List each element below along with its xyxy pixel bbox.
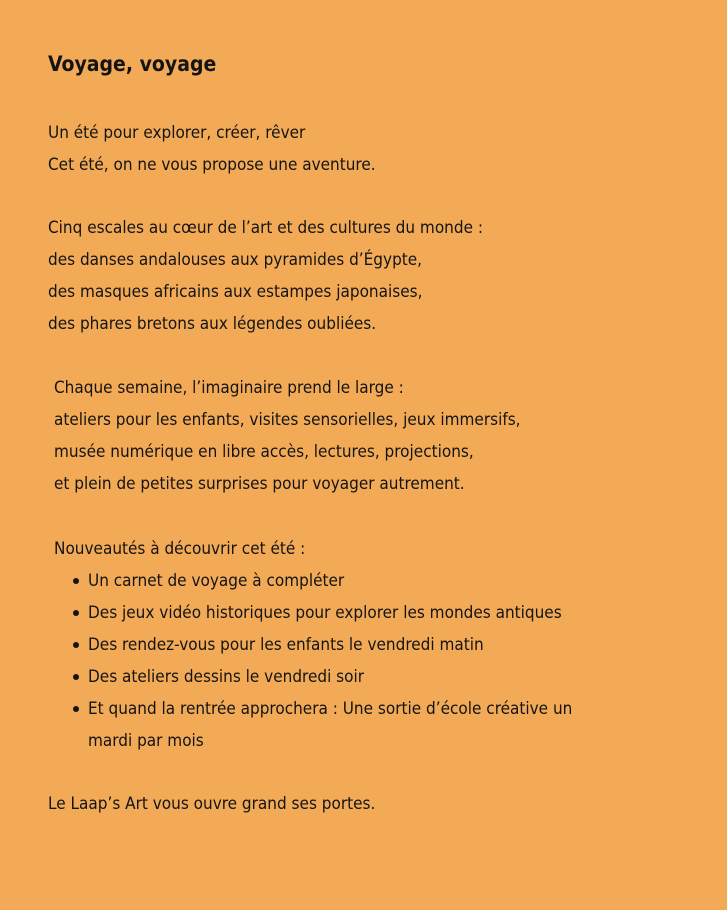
list-item bbox=[54, 565, 572, 597]
weekly-line: et plein de petites surprises pour voyager autrement. bbox=[54, 474, 465, 494]
weekly-line: musée numérique en libre accès, lectures, projections, bbox=[54, 442, 474, 462]
list-item bbox=[54, 597, 572, 629]
weekly-line: Chaque semaine, l’imaginaire prend le large : bbox=[54, 378, 404, 398]
list-item-text: Et quand la rentrée approchera : Une sortie d’école créative un bbox=[88, 699, 573, 719]
escales-paragraph bbox=[48, 212, 483, 340]
list-item bbox=[54, 629, 572, 661]
list-item-text: Des jeux vidéo historiques pour explorer les mondes antiques bbox=[88, 603, 562, 623]
intro-line: Un été pour explorer, créer, rêver bbox=[48, 123, 306, 143]
weekly-paragraph bbox=[54, 372, 521, 500]
escales-line: des masques africains aux estampes japonaises, bbox=[48, 282, 423, 302]
escales-line: des danses andalouses aux pyramides d’Égypte, bbox=[48, 250, 423, 270]
list-item bbox=[54, 661, 572, 693]
list-item bbox=[54, 693, 572, 757]
list-item-text: Un carnet de voyage à compléter bbox=[88, 571, 345, 591]
weekly-line: ateliers pour les enfants, visites sensorielles, jeux immersifs, bbox=[54, 410, 521, 430]
intro-line: Cet été, on ne vous propose une aventure. bbox=[48, 155, 376, 175]
list-item-continuation: mardi par mois bbox=[88, 731, 204, 751]
escales-line: Cinq escales au cœur de l’art et des cultures du monde : bbox=[48, 218, 484, 238]
list-item-text: Des rendez-vous pour les enfants le vendredi matin bbox=[88, 635, 484, 655]
nouveautes-heading: Nouveautés à découvrir cet été : bbox=[54, 539, 306, 559]
page-title: Voyage, voyage bbox=[48, 52, 217, 76]
intro-paragraph bbox=[48, 117, 376, 181]
nouveautes-list bbox=[54, 565, 572, 757]
escales-line: des phares bretons aux légendes oubliées. bbox=[48, 314, 377, 334]
nouveautes-section bbox=[54, 533, 572, 757]
list-item-text: Des ateliers dessins le vendredi soir bbox=[88, 667, 365, 687]
closing-line: Le Laap’s Art vous ouvre grand ses portes. bbox=[48, 794, 376, 814]
